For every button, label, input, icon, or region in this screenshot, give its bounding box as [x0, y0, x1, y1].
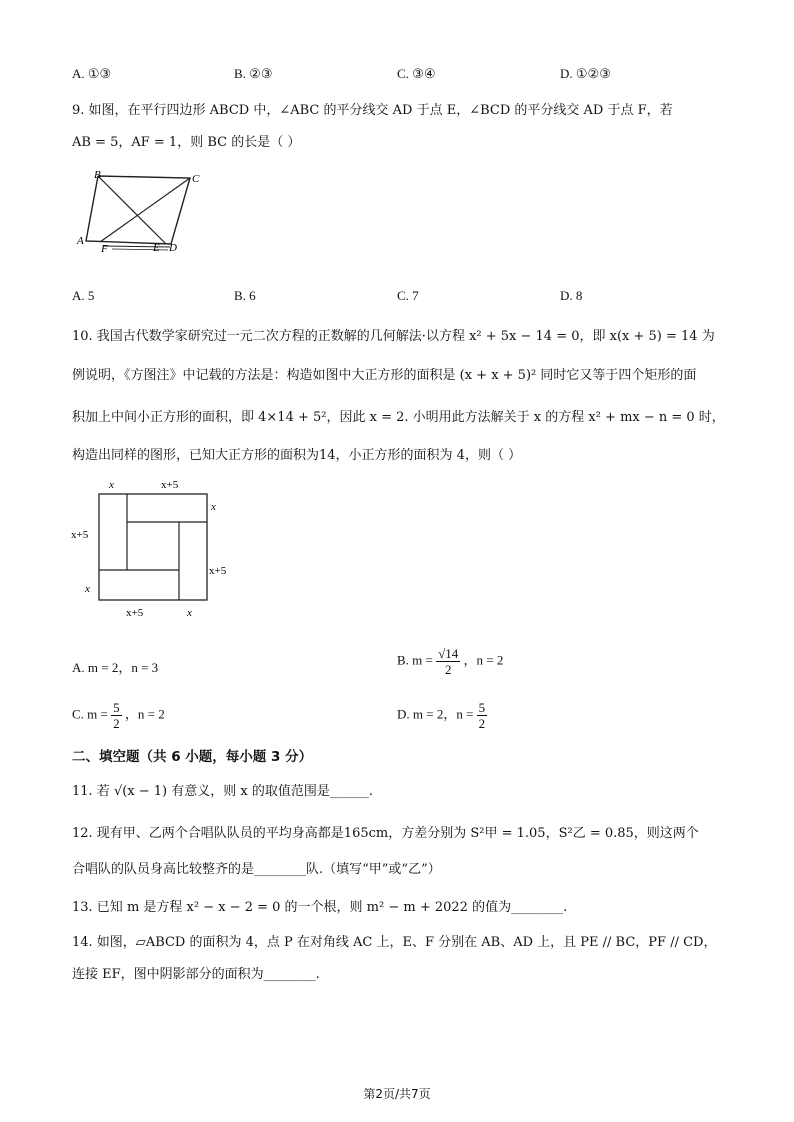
q8-option-d: D. ①②③	[560, 66, 611, 81]
q10-option-b-numerator: √14	[438, 646, 459, 661]
q10-stem-line1: 10. 我国古代数学家研究过一元二次方程的正数解的几何解法·以方程 x² + 5x − 14 = 0，即 x(x + 5) = 14 为	[72, 329, 715, 344]
q10-label-left-x: x	[85, 583, 90, 595]
q9-label-b: B	[94, 169, 101, 181]
q9-label-e: E	[153, 242, 160, 254]
q10-label-bottom-x5: x+5	[126, 607, 144, 619]
q10-label-bottom-x: x	[187, 607, 192, 619]
q9-parallelogram-figure	[74, 168, 214, 258]
q9-label-a: A	[77, 235, 84, 247]
q10-stem-line4: 构造出同样的图形，已知大正方形的面积为14，小正方形的面积为 4，则（ ）	[72, 448, 522, 463]
q10-option-b: B. m = $\frac{√14}{2}$ ，n = 2	[397, 646, 504, 677]
q12-stem-line2: 合唱队的队员身高比较整齐的是________队.（填写“甲”或“乙”）	[72, 862, 441, 877]
q10-option-c: C. m = $\frac{5}{2}$ ，n = 2	[72, 700, 165, 731]
q9-option-c: C. 7	[397, 288, 419, 303]
q13-stem: 13. 已知 m 是方程 x² − x − 2 = 0 的一个根，则 m² − m + 2022 的值为________.	[72, 900, 568, 915]
q10-option-d: D. m = 2，n = $\frac{5}{2}$	[397, 700, 486, 731]
q9-label-c: C	[192, 173, 200, 185]
q10-label-top-x: x	[109, 479, 114, 491]
q10-square-figure	[68, 474, 238, 624]
page-number: 第2页/共7页	[363, 1087, 431, 1101]
q9-option-d: D. 8	[560, 288, 583, 303]
q9-stem-line2: AB = 5，AF = 1，则 BC 的长是（ ）	[72, 135, 301, 150]
q10-option-b-denominator: 2	[444, 662, 452, 677]
q10-label-left-x5: x+5	[71, 529, 89, 541]
q10-stem-line2: 例说明，《方图注》中记载的方法是：构造如图中大正方形的面积是 (x + x + 5)² 同时它又等于四个矩形的面	[72, 368, 697, 383]
q8-option-a: A. ①③	[72, 66, 112, 81]
q11-stem: 11. 若 √(x − 1) 有意义，则 x 的取值范围是______.	[72, 784, 373, 799]
q9-label-f: F	[101, 243, 108, 255]
q8-option-b: B. ②③	[234, 66, 273, 81]
q10-option-d-numerator: 5	[478, 700, 486, 715]
q10-label-right-x: x	[211, 501, 216, 513]
q10-label-right-x5: x+5	[209, 565, 227, 577]
q10-option-c-denominator: 2	[113, 716, 120, 731]
q8-option-c: C. ③④	[397, 66, 436, 81]
section-heading-fill-blank: 二、填空题（共 6 小题，每小题 3 分）	[72, 749, 313, 765]
q10-option-d-denominator: 2	[478, 716, 486, 731]
q9-stem-line1: 9. 如图，在平行四边形 ABCD 中，∠ABC 的平分线交 AD 于点 E，∠BCD 的平分线交 AD 于点 F，若	[72, 103, 673, 118]
q10-stem-line3: 积加上中间小正方形的面积，即 4×14 + 5²，因此 x = 2. 小明用此方法解关于 x 的方程 x² + mx − n = 0 时，	[72, 410, 725, 425]
q10-label-top-x5: x+5	[161, 479, 179, 491]
q10-option-a: A. m = 2，n = 3	[72, 660, 159, 675]
q9-option-b: B. 6	[234, 288, 256, 303]
q14-stem-line2: 连接 EF，图中阴影部分的面积为________.	[72, 967, 320, 982]
q12-stem-line1: 12. 现有甲、乙两个合唱队队员的平均身高都是165cm，方差分别为 S²甲 = 1.05，S²乙 = 0.85，则这两个	[72, 826, 699, 841]
q10-option-c-numerator: 5	[113, 700, 120, 715]
q9-option-a: A. 5	[72, 288, 95, 303]
q14-stem-line1: 14. 如图，▱ABCD 的面积为 4，点 P 在对角线 AC 上，E、F 分别在 AB、AD 上，且 PE // BC，PF // CD，	[72, 935, 717, 950]
q9-label-d: D	[169, 242, 177, 254]
